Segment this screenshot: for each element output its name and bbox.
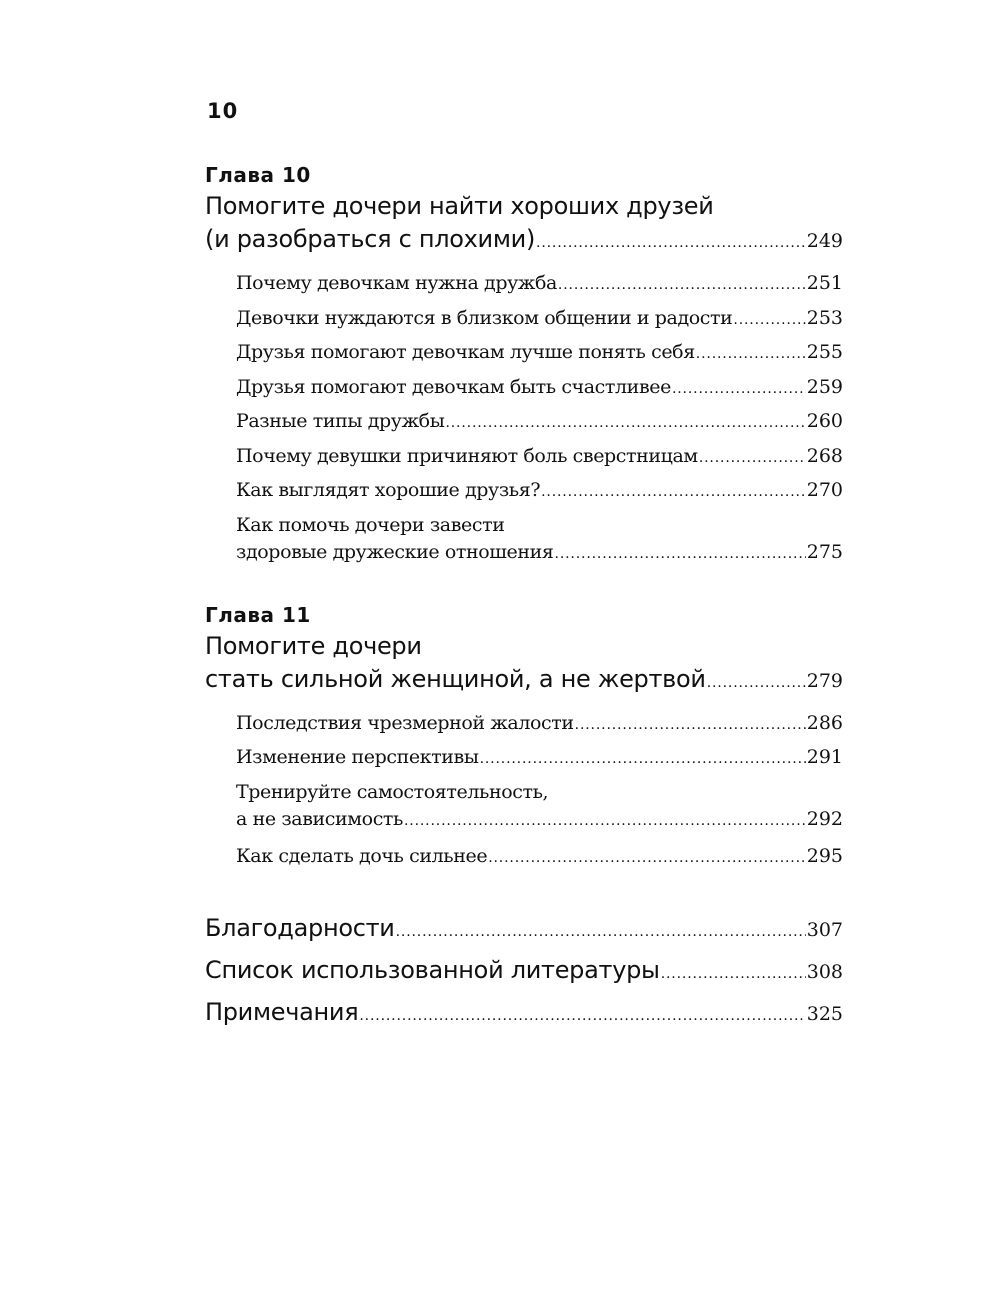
page-ref: 307 xyxy=(806,919,843,941)
page-ref: 286 xyxy=(806,711,843,734)
section-entry[interactable] xyxy=(236,302,843,337)
page-ref: 259 xyxy=(806,375,843,398)
section-entry[interactable] xyxy=(236,371,843,406)
section-title: Друзья помогают девочкам лучше понять себя xyxy=(236,341,695,363)
page-ref: 308 xyxy=(806,961,843,983)
page-ref: 279 xyxy=(806,669,843,692)
section-title: Как выглядят хорошие друзья? xyxy=(236,479,541,501)
back-matter-title: Список использованной литературы xyxy=(205,956,660,984)
page-ref: 253 xyxy=(806,306,843,329)
leader-dots xyxy=(555,541,806,567)
leader-dots xyxy=(359,997,805,1035)
page-ref: 275 xyxy=(806,540,843,563)
section-title: Почему девушки причиняют боль сверстницам xyxy=(236,444,698,467)
chapter-11 xyxy=(205,600,843,875)
table-of-contents xyxy=(205,160,843,1035)
section-entry[interactable] xyxy=(236,741,843,776)
section-title: Друзья помогают девочкам быть счастливее xyxy=(236,375,671,398)
chapter-title-line-1: Помогите дочери найти хороших друзей xyxy=(205,192,714,220)
leader-dots xyxy=(558,269,806,302)
leader-dots xyxy=(696,338,806,371)
leader-dots xyxy=(541,476,806,509)
leader-dots xyxy=(699,442,806,475)
page-ref: 268 xyxy=(806,444,843,467)
leader-dots xyxy=(480,743,806,776)
section-entry[interactable] xyxy=(236,405,843,440)
back-matter xyxy=(205,909,843,1035)
section-entry[interactable] xyxy=(236,707,843,742)
leader-dots xyxy=(707,667,806,700)
chapter-label: Глава 10 xyxy=(205,163,311,187)
section-entry[interactable] xyxy=(236,474,843,509)
section-title: Девочки нуждаются в близком общении и радости xyxy=(236,306,733,329)
section-entry[interactable] xyxy=(236,806,843,834)
back-matter-entry[interactable] xyxy=(205,909,843,951)
page-ref: 251 xyxy=(806,272,843,294)
section-title: а не зависимость xyxy=(236,807,403,830)
section-entry[interactable] xyxy=(236,267,843,302)
leader-dots xyxy=(672,373,806,406)
back-matter-title: Примечания xyxy=(205,998,359,1026)
leader-dots xyxy=(661,955,806,993)
section-title: Как сделать дочь сильнее xyxy=(236,844,488,867)
leader-dots xyxy=(404,808,806,834)
leader-dots xyxy=(396,913,806,951)
page-ref: 249 xyxy=(806,230,843,252)
section-title-line-1: Как помочь дочери завести xyxy=(236,513,505,536)
chapter-title-entry[interactable] xyxy=(205,663,843,700)
page-ref: 292 xyxy=(806,807,843,830)
page-ref: 291 xyxy=(806,746,843,768)
section-entry[interactable] xyxy=(236,440,843,475)
section-title-line-1: Тренируйте самостоятельность, xyxy=(236,780,549,803)
back-matter-entry[interactable] xyxy=(205,993,843,1035)
section-entry[interactable] xyxy=(236,336,843,371)
chapter-title-line-2: стать сильной женщиной, а не жертвой xyxy=(205,664,706,693)
section-title: здоровые дружеские отношения xyxy=(236,540,554,563)
leader-dots xyxy=(575,709,806,742)
page-ref: 295 xyxy=(806,844,843,867)
section-title: Разные типы дружбы xyxy=(236,410,445,432)
page-number: 10 xyxy=(207,99,239,123)
chapter-title-line-1: Помогите дочери xyxy=(205,631,422,660)
chapter-10 xyxy=(205,160,843,567)
page-ref: 255 xyxy=(806,341,843,363)
page-ref: 270 xyxy=(806,479,843,501)
section-title: Изменение перспективы xyxy=(236,746,479,768)
section-title: Почему девочкам нужна дружба xyxy=(236,272,557,294)
leader-dots xyxy=(488,842,806,875)
chapter-title-entry[interactable] xyxy=(205,223,843,260)
section-list xyxy=(205,707,843,875)
section-list xyxy=(205,267,843,567)
leader-dots xyxy=(536,227,806,260)
leader-dots xyxy=(733,304,805,337)
section-title: Последствия чрезмерной жалости xyxy=(236,711,574,734)
chapter-title-line-2: (и разобраться с плохими) xyxy=(205,225,536,253)
back-matter-entry[interactable] xyxy=(205,951,843,993)
back-matter-title: Благодарности xyxy=(205,914,395,942)
chapter-label: Глава 11 xyxy=(205,602,311,627)
page-ref: 260 xyxy=(806,410,843,432)
section-entry[interactable] xyxy=(236,539,843,567)
leader-dots xyxy=(445,407,805,440)
section-entry[interactable] xyxy=(236,840,843,875)
page-ref: 325 xyxy=(806,1003,843,1025)
